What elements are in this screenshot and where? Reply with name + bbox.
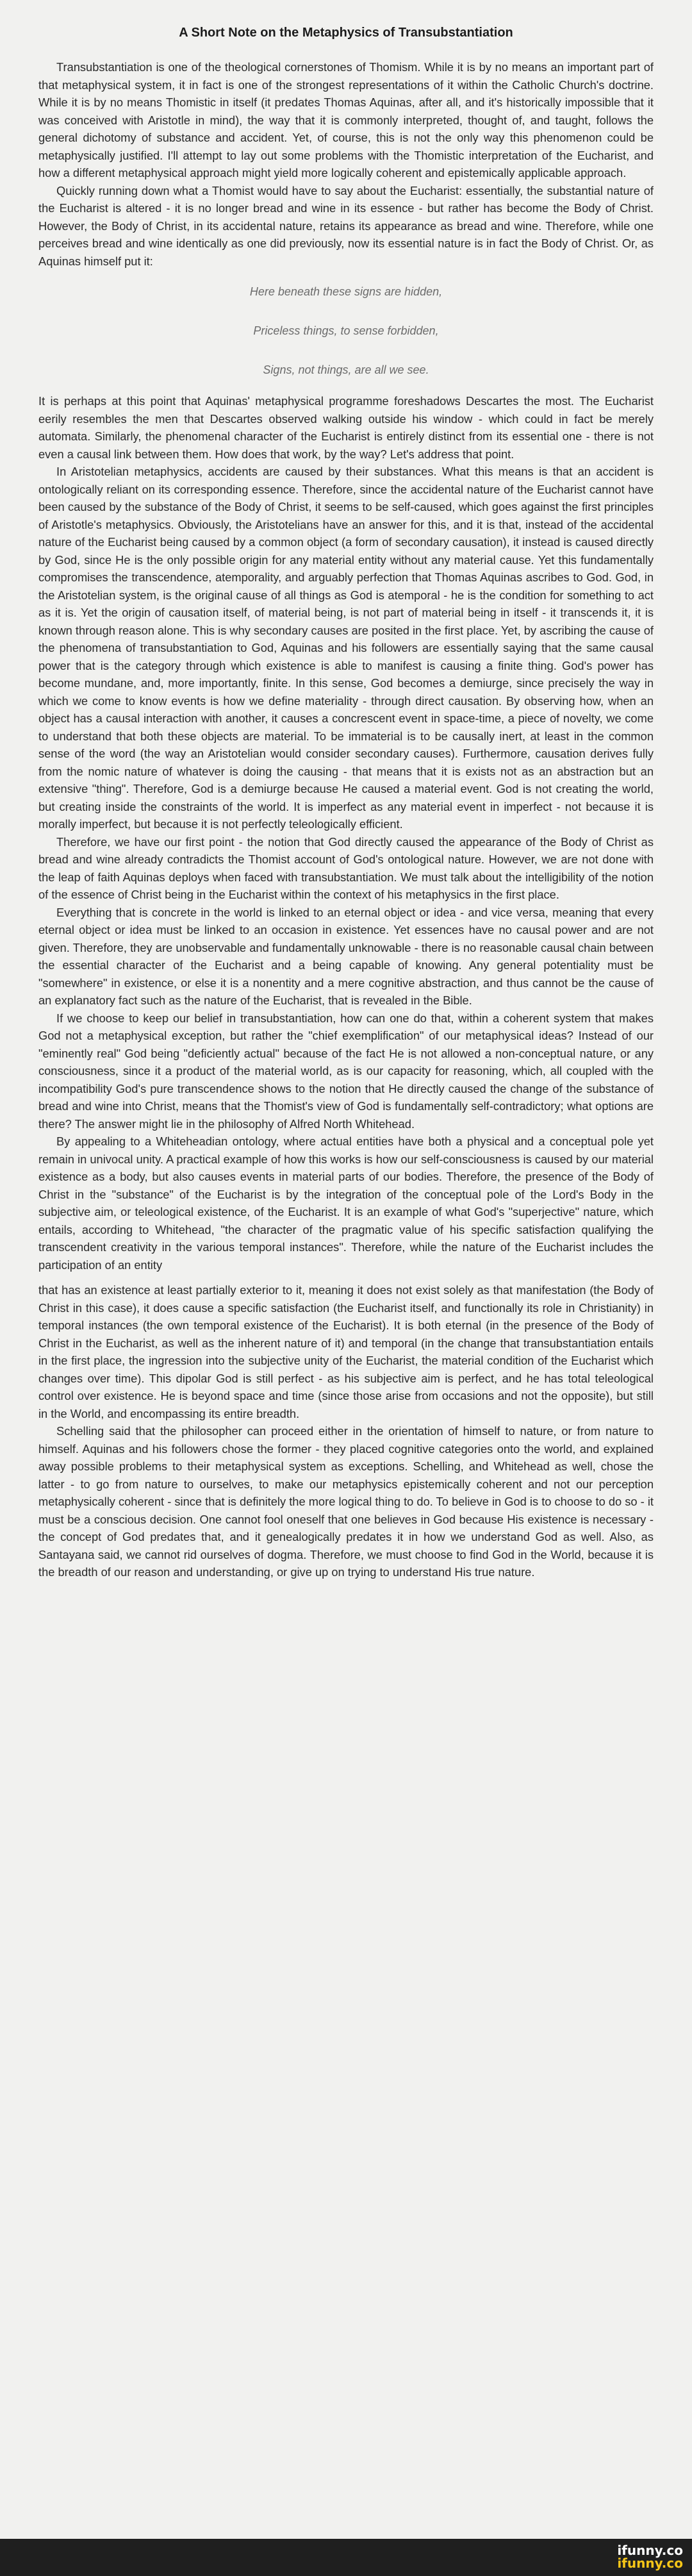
quote-line: Priceless things, to sense forbidden, [253,324,439,337]
watermark-text: ifunny.co [617,2555,683,2571]
aquinas-quote [38,285,654,377]
body-paragraph: Schelling said that the philosopher can proceed either in the orientation of himself to nature, or from nature to himself. Aquinas and his followers chose the former - they placed cognitive categories onto the world, and explained away possible problems to their metaphysical system as exceptions. Schelling, and Whitehead as well, chose the latter - to go from nature to ourselves, to make our metaphysics epistemically coherent and not our perception metaphysically coherent - since that is definitely the more logical thing to do. To believe in God is to choose to do so - it must be a conscious decision. One cannot fool oneself that one believes in God because His existence is necessary - the concept of God predates that, and it genealogically predates it in how we understand God as well. Also, as Santayana said, we cannot rid ourselves of dogma. Therefore, we must choose to find God in the World, because it is the breadth of our reason and understanding, or give up on trying to understand His true nature. [38,1424,654,1579]
quote-line: Signs, not things, are all we see. [263,363,429,376]
body-paragraph: By appealing to a Whiteheadian ontology, where actual entities have both a physical and a conceptual pole yet remain in univocal unity. A practical example of how this works is how our self-consciousness is caused by our material existence as a body, but also causes events in material parts of our bodies. Therefore, the presence of the Body of Christ in the "substance" of the Eucharist is by the integration of the conceptual pole of the Lord's Body in the subjective aim, or teleological existence, of the Eucharist. It is an example of what God's "superjective" nature, which entails, according to Whitehead, "the character of the pragmatic value of his specific satisfaction qualifying the transcendent creativity in the various temporal instances". Therefore, while the nature of the Eucharist includes the participation of an entity [38,1134,654,1272]
ifunny-watermark [617,2544,683,2570]
document-title: A Short Note on the Metaphysics of Transubstantiation [179,26,513,40]
eucharist-paragraph: Quickly running down what a Thomist would have to say about the Eucharist: essentially, the substantial nature of the Eucharist is altered - it is no longer bread and wine in its essence - but rather has become the Body of Christ. However, the Body of Christ, in its accidental nature, retains its appearance as bread and wine. Therefore, while one perceives bread and wine identically as one did previously, now its essential nature is in fact the Body of Christ. Or, as Aquinas himself put it: [38,183,654,268]
footer-strip [0,2539,692,2576]
body-paragraph: If we choose to keep our belief in transubstantiation, how can one do that, within a coherent system that makes God not a metaphysical exception, but rather the "chief exemplification" of our metaphysical ideas? Instead of our "eminently real" God being "deficiently actual" because of the fact He is not allowed a non-conceptual nature, or any consciousness, since it a product of the material world, as is our capacity for reasoning, which, all coupled with the incompatibility God's pure transcendence shows to the notion that He directly caused the change of the substance of bread and wine into Christ, means that the Thomist's view of God is fundamentally self-contradictory; what options are there? The answer might lie in the philosophy of Alfred North Whitehead. [38,1011,654,1131]
body-paragraph: Everything that is concrete in the world is linked to an eternal object or idea - and vice versa, meaning that every eternal object or idea must be linked to an occasion in existence. Yet essences have no causal power and are not given. Therefore, they are unobservable and fundamentally unknowable - there is no reasonable causal chain between the essential character of the Eucharist and a being capable of knowing. Any general potentiality must be "somewhere" in existence, or else it is a nonentity and a mere cognitive abstraction, and thus cannot be the cause of an explanatory fact such as the nature of the Eucharist, that is revealed in the Bible. [38,905,654,1007]
intro-paragraph: Transubstantiation is one of the theological cornerstones of Thomism. While it is by no means an important part of that metaphysical system, it in fact is one of the strongest representations of it within the Catholic Church's doctrine. While it is by no means Thomistic in itself (it predates Thomas Aquinas, after all, and it's historically impossible that it was conceived with Aristotle in mind), the way that it is commonly interpreted, thought of, and taught, follows the general dichotomy of substance and accident. Yet, of course, this is not the only way this phenomenon could be metaphysically justified. I'll attempt to lay out some problems with the Thomistic interpretation of the Eucharist, and how a different metaphysical approach might yield more logically coherent and epistemically applicable approach. [38,60,654,179]
section-gap [38,1274,654,1281]
body-paragraph: that has an existence at least partially exterior to it, meaning it does not exist solely as that manifestation (the Body of Christ in this case), it does cause a specific satisfaction (the Eucharist itself, and functionally its role in Christianity) in temporal instances (the own temporal existence of the Eucharist). It is both eternal (in the presence of the Body of Christ in the Eucharist, as well as the inherent nature of it) and temporal (in the change that transubstantiation entails in the first place, the ingression into the subjective unity of the Eucharist, the material condition of the Eucharist which changes over time). This dipolar God is still perfect - as his subjective aim is perfect, and he has total teleological control over existence. He is beyond space and time (since those arise from occasions and not the opposite), but still in the World, and encompassing its entire breadth. [38,1283,654,1420]
body-paragraph: Therefore, we have our first point - the notion that God directly caused the appearance of the Body of Christ as bread and wine already contradicts the Thomist account of God's ontological nature. However, we are not done with the leap of faith Aquinas deploys when faced with transubstantiation. We must talk about the intelligibility of the notion of the essence of Christ being in the Eucharist within the context of his metaphysics in the first place. [38,835,654,901]
quote-line: Here beneath these signs are hidden, [249,285,443,298]
body-paragraph: In Aristotelian metaphysics, accidents are caused by their substances. What this means is that an accident is ontologically reliant on its corresponding essence. Therefore, since the accidental nature of the Eucharist cannot have been caused by the substance of the Body of Christ, it seems to be self-caused, which goes against the first principles of Aristotle's metaphysics. Obviously, the Aristotelians have an answer for this, and it is that, instead of the accidental nature of the Eucharist being caused by a common object (a form of secondary causation), it instead is caused directly by God, since He is the only possible origin for any material entity without any material cause. Yet this fundamentally compromises the transcendence, atemporality, and arguably perfection that Thomas Aquinas ascribes to God. God, in the Aristotelian system, is the original cause of all things as God is atemporal - he is the condition for something to act as it is. Yet the origin of causation itself, of material being, is not part of material being in itself - it transcends it, it is known through reason alone. This is why secondary causes are posited in the first place. Yet, by ascribing the cause of the phenomena of transubstantiation to God, Aquinas and his followers are essentially saying that the same causal power that is the category through which existence is able to manifest is causing a finite thing. God's power has become mundane, and, more importantly, finite. In this sense, God becomes a demiurge, since precisely the way in which we come to know events is how we define materiality - through direct causation. By observing how, when an object has a causal interaction with another, it causes a concrescent event in space-time, a piece of novelty, we come to understand that both these objects are material. To be immaterial is to be causally inert, at least in the common sense of the word (the way an Aristotelian would consider secondary causes). Furthermore, causation derives fully from the nomic nature of whatever is doing the causing - that means that it is exists not as an abstraction but an extensive "thing". Therefore, God is a demiurge because He caused a material event. God is not creating the world, but creating inside the constraints of the world. It is imperfect as any material event in imperfect - not because it is morally imperfect, but because it is not perfectly teleologically efficient. [38,465,654,831]
watermark-text: ifunny.co [617,2543,683,2558]
body-paragraph: It is perhaps at this point that Aquinas' metaphysical programme foreshadows Descartes the most. The Eucharist eerily resembles the men that Descartes observed walking outside his window - which could in fact be merely automata. Similarly, the phenomenal character of the Eucharist is entirely distinct from its essential one - there is not even a causal link between them. How does that work, by the way? Let's address that point. [38,394,654,461]
